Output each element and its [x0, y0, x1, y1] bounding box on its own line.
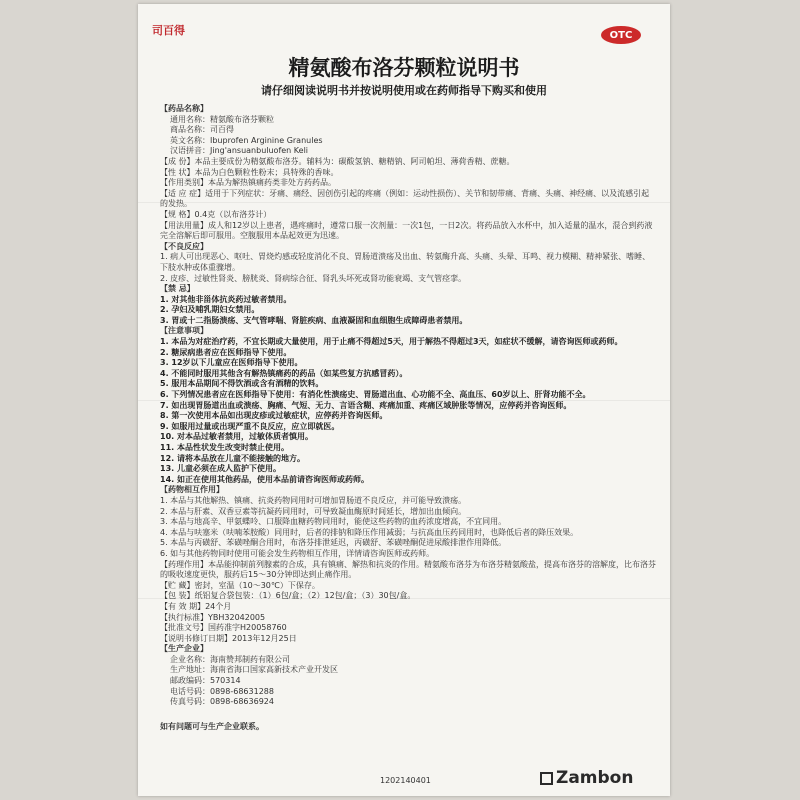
contra-item: 2. 孕妇及哺乳期妇女禁用。 [160, 305, 260, 315]
company-address: 生产地址：海南省海口国家高新技术产业开发区 [170, 665, 338, 675]
interaction-item: 6. 如与其他药物同时使用可能会发生药物相互作用，详情请咨询医师或药师。 [160, 548, 435, 558]
precaution-item: 3. 12岁以下儿童应在医师指导下使用。 [160, 358, 303, 368]
precaution-item: 2. 糖尿病患者应在医师指导下使用。 [160, 347, 292, 357]
contra-item: 3. 胃或十二指肠溃疡、支气管哮喘、肾脏疾病、血液凝固和血细胞生成障碍患者禁用。 [160, 315, 468, 325]
generic-name: 通用名称：精氨酸布洛芬颗粒 [170, 114, 274, 124]
interaction-item: 2. 本品与肝素、双香豆素等抗凝药同用时，可导致凝血酶原时间延长，增加出血倾向。 [160, 506, 467, 516]
brand-logo: 司百得 [152, 24, 185, 37]
section-approval: 【批准文号】国药准字H20058760 [160, 623, 287, 633]
precaution-item: 5. 服用本品期间不得饮酒或含有酒精的饮料。 [160, 379, 324, 389]
precaution-item: 8. 第一次使用本品如出现皮疹或过敏症状，应停药并咨询医师。 [160, 411, 388, 421]
otc-badge: OTC [601, 26, 641, 44]
print-code: 1202140401 [380, 776, 431, 785]
contra-item: 1. 对其他非甾体抗炎药过敏者禁用。 [160, 294, 292, 304]
section-contra-header: 【禁 忌】 [160, 284, 195, 294]
section-storage: 【贮 藏】密封，室温（10～30℃）下保存。 [160, 580, 320, 590]
section-indications: 【适 应 症】适用于下列症状：牙痛、痛经、因创伤引起的疼痛（例如：运动性损伤）、关节和韧带痛、背痛、头痛、神经痛、以及流感引起的发热。 [160, 188, 650, 209]
precaution-item: 13. 儿童必须在成人监护下使用。 [160, 464, 281, 474]
trade-name: 商品名称：司百得 [170, 125, 234, 135]
section-interactions-header: 【药物相互作用】 [160, 485, 224, 495]
document-subtitle: 请仔细阅读说明书并按说明使用或在药师指导下购买和使用 [261, 84, 547, 97]
adverse-item: 2. 皮疹、过敏性肾炎、膀胱炎、肾病综合征、肾乳头坏死或肾功能衰竭、支气管痉挛。 [160, 273, 467, 283]
section-validity: 【有 效 期】24个月 [160, 601, 232, 611]
fax-number: 传真号码：0898-68636924 [170, 697, 274, 707]
precaution-item: 4. 不能同时服用其他含有解热镇痛药的药品（如某些复方抗感冒药）。 [160, 368, 408, 378]
precaution-item: 12. 请将本品放在儿童不能接触的地方。 [160, 453, 305, 463]
leaflet-sheet [138, 4, 670, 796]
adverse-item: 1. 病人可出现恶心、呕吐、胃烧灼感或轻度消化不良、胃肠道溃疡及出血、转氨酶升高、头痛、头晕、耳鸣、视力模糊、精神紧张、嗜睡、下肢水肿或体重骤增。 [160, 252, 651, 272]
section-dosage: 【用法用量】成人和12岁以上患者，遇疼痛时，遵常口服一次剂量：一次1包，一日2次。将药品放入水杯中，加入适量的温水，混合到药液完全溶解后即可服用。空腹服用本品起效更为迅速。 [160, 220, 653, 241]
section-standard: 【执行标准】YBH32042005 [160, 612, 266, 622]
section-appearance: 【性 状】本品为白色颗粒性粉末；具特殊的香味。 [160, 167, 339, 177]
section-package: 【包 装】纸铝复合袋包装：（1）6包/盒；（2）12包/盒；（3）30包/盒。 [160, 591, 416, 601]
interaction-item: 1. 本品与其他解热、镇痛、抗炎药物同用时可增加胃肠道不良反应，并可能导致溃疡。 [160, 495, 467, 505]
leaflet-body [160, 104, 656, 732]
company-name: 企业名称：海南赞邦制药有限公司 [170, 654, 290, 664]
section-ingredients: 【成 份】本品主要成份为精氨酸布洛芬。辅料为：碳酸氢钠、糖精钠、阿司帕坦、薄荷香精、蔗糖。 [160, 156, 515, 166]
section-revision: 【说明书修订日期】2013年12月25日 [160, 633, 297, 643]
section-manufacturer-header: 【生产企业】 [160, 644, 208, 654]
section-name-header: 【药品名称】 [160, 104, 208, 113]
phone-number: 电话号码：0898-68631288 [170, 686, 274, 696]
section-spec: 【规 格】0.4克（以布洛芬计） [160, 209, 272, 219]
english-name: 英文名称：Ibuprofen Arginine Granules [170, 135, 323, 145]
section-precautions-header: 【注意事项】 [160, 326, 208, 336]
section-pharmacology: 【药理作用】本品能抑制前列腺素的合成，具有镇痛、解热和抗炎的作用。精氨酸布洛芬为布洛芬精氨酸盐，提高布洛芬的溶解度，比布洛芬的吸收速度更快，服药后15～30分钟即达到止痛作用。 [160, 559, 656, 580]
zambon-logo [540, 768, 633, 788]
interaction-item: 5. 本品与丙磺舒、苯磺唑酮合用时，布洛芬排泄延迟，丙磺舒、苯磺唑酮促进尿酸排泄作用降低。 [160, 538, 507, 548]
precaution-item: 1. 本品为对症治疗药，不宜长期或大量使用，用于止痛不得超过5天，用于解热不得超过3天，如症状不缓解，请咨询医师或药师。 [160, 337, 623, 347]
zambon-logo-text: Zambon [556, 768, 634, 788]
document-title: 精氨酸布洛芬颗粒说明书 [288, 56, 520, 80]
precaution-item: 7. 如出现胃肠道出血或溃疡、胸痛、气短、无力、言语含糊、疼痛加重、疼痛区域肿胀等情况，应停药并咨询医师。 [160, 400, 572, 410]
section-category: 【作用类别】本品为解热镇痛药类非处方药药品。 [160, 178, 336, 188]
contact-note: 如有问题可与生产企业联系。 [160, 721, 264, 731]
section-adverse-header: 【不良反应】 [160, 241, 208, 251]
pinyin-name: 汉语拼音：Jing'ansuanbuluofen Keli [170, 146, 309, 156]
postcode: 邮政编码：570314 [170, 676, 241, 686]
precaution-item: 6. 下列情况患者应在医师指导下使用：有消化性溃疡史、胃肠道出血、心功能不全、高血压、60岁以上、肝肾功能不全。 [160, 390, 591, 400]
precaution-item: 10. 对本品过敏者禁用，过敏体质者慎用。 [160, 432, 313, 442]
precaution-item: 11. 本品性状发生改变时禁止使用。 [160, 443, 289, 452]
zambon-mark-icon [540, 772, 553, 785]
precaution-item: 14. 如正在使用其他药品，使用本品前请咨询医师或药师。 [160, 474, 369, 484]
interaction-item: 4. 本品与呋塞米（呋喃苯胺酸）同用时，后者的排钠和降压作用减弱；与抗高血压药同用时，也降低后者的降压效果。 [160, 527, 579, 537]
precaution-item: 9. 如服用过量或出现严重不良反应，应立即就医。 [160, 421, 340, 431]
interaction-item: 3. 本品与地高辛、甲氨蝶呤、口服降血糖药物同用时，能使这些药物的血药浓度增高，不宜同用。 [160, 517, 507, 527]
